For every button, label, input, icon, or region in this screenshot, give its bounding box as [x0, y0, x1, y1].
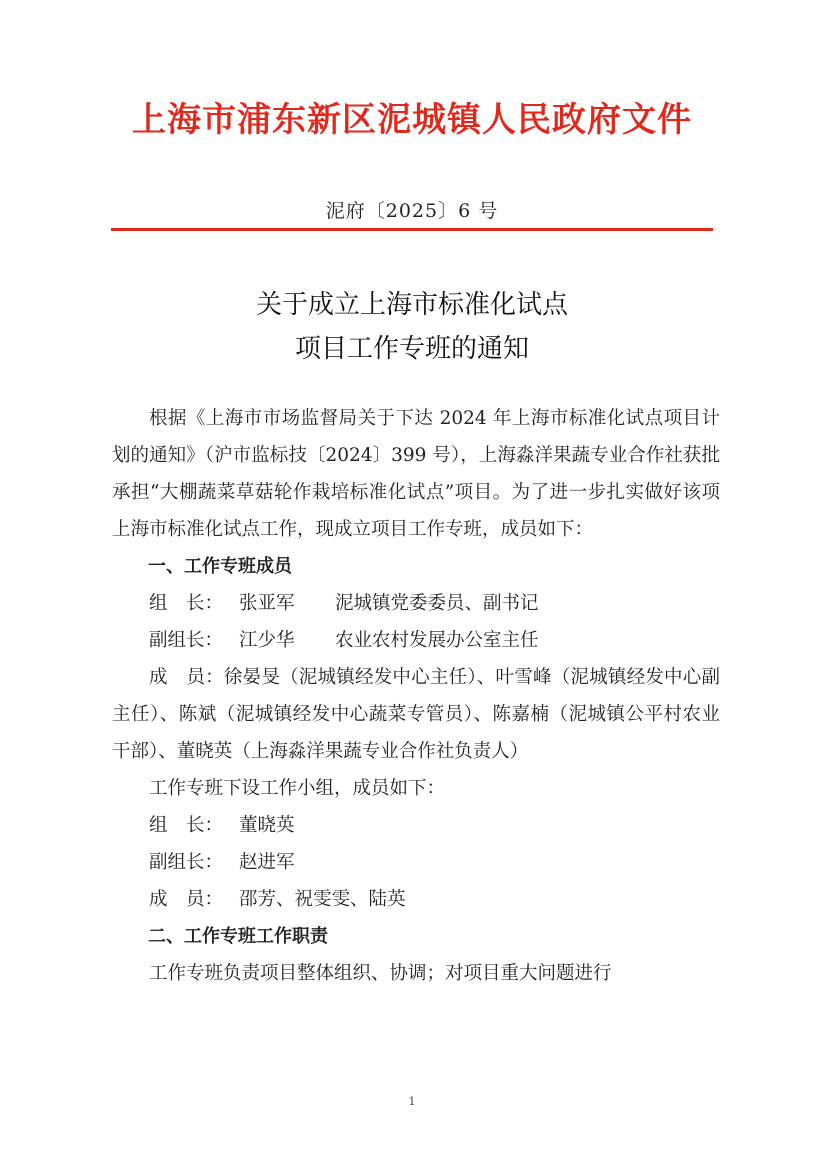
leader-role: 组 长： [149, 593, 224, 614]
deputy-name: 江少华 [239, 630, 295, 651]
issuing-authority-header: 上海市浦东新区泥城镇人民政府文件 [132, 100, 692, 140]
document-number: 泥府〔2025〕6 号 [325, 200, 499, 222]
sub-leader-name: 董晓英 [239, 815, 295, 836]
sub-members-names: 邵芳、祝雯雯、陆英 [239, 889, 406, 910]
deputy-role: 副组长： [149, 630, 224, 651]
section-2-text: 工作专班负责项目整体组织、协调；对项目重大问题进行 [149, 963, 612, 984]
sub-leader-role: 组 长： [149, 815, 224, 836]
members-paragraph: 成 员：徐晏旻（泥城镇经发中心主任）、叶雪峰（泥城镇经发中心副主任）、陈斌（泥城镇经发中心蔬菜专管员）、陈嘉楠（泥城镇公平村农业干部）、董晓英（上海淼洋果蔬专业合作社负责人） [112, 667, 720, 762]
leader-name: 张亚军 [239, 593, 295, 614]
document-body [112, 400, 720, 992]
leader-row [112, 585, 720, 622]
sub-deputy-role: 副组长： [149, 852, 224, 873]
intro-paragraph: 根据《上海市市场监督局关于下达 2024 年上海市标准化试点项目计划的通知》（沪市监标技〔2024〕399 号），上海淼洋果蔬专业合作社获批承担“大棚蔬菜草菇轮作栽培标准化试点”项目。为了进一步扎实做好该项上海市标准化试点工作，现成立项目工作专班，成员如下： [112, 408, 720, 540]
deputy-title: 农业农村发展办公室主任 [335, 630, 539, 651]
red-divider-line [111, 228, 713, 231]
sub-deputy-name: 赵进军 [239, 852, 295, 873]
section-1-heading: 一、工作专班成员 [148, 556, 292, 577]
sub-members-row [112, 881, 720, 918]
leader-title: 泥城镇党委委员、副书记 [335, 593, 539, 614]
subgroup-intro: 工作专班下设工作小组，成员如下： [149, 778, 446, 799]
sub-leader-row [112, 807, 720, 844]
title-line-2: 项目工作专班的通知 [294, 334, 529, 364]
sub-members-role: 成 员： [149, 889, 224, 910]
sub-deputy-row [112, 844, 720, 881]
section-2-heading: 二、工作专班工作职责 [148, 926, 328, 947]
title-line-1: 关于成立上海市标准化试点 [255, 290, 568, 320]
page-number: 1 [408, 1095, 416, 1108]
document-title [110, 283, 714, 371]
deputy-row [112, 622, 720, 659]
